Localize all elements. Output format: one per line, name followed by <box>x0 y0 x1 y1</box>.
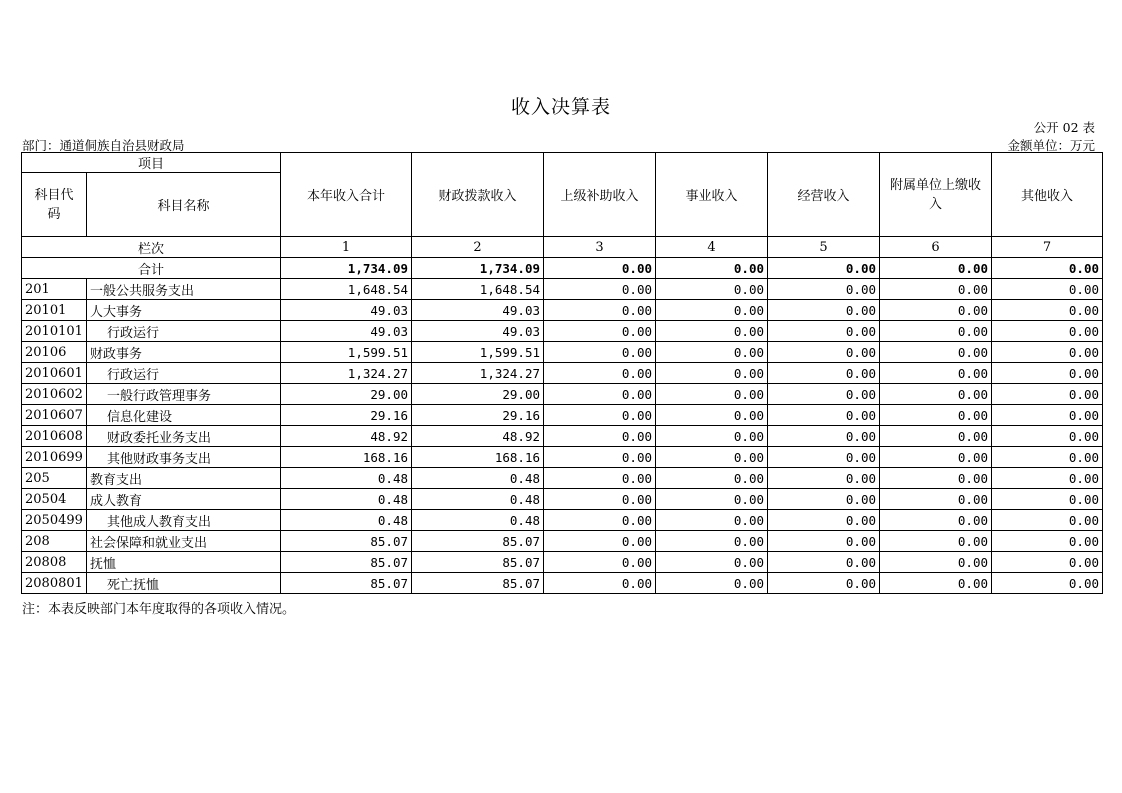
amount-cell: 0.00 <box>768 447 880 468</box>
header-name: 科目名称 <box>87 173 281 237</box>
amount-cell: 0.00 <box>880 510 992 531</box>
amount-cell: 1,599.51 <box>412 342 544 363</box>
amount-cell: 85.07 <box>412 531 544 552</box>
amount-cell: 0.00 <box>992 363 1103 384</box>
amount-cell: 0.00 <box>656 405 768 426</box>
footnote: 注：本表反映部门本年度取得的各项收入情况。 <box>22 602 296 617</box>
amount-cell: 0.00 <box>544 489 656 510</box>
form-number: 公开 02 表 <box>1033 120 1095 135</box>
amount-cell: 0.00 <box>656 300 768 321</box>
amount-cell: 0.48 <box>281 489 412 510</box>
subject-name: 一般行政管理事务 <box>87 384 281 405</box>
amount-cell: 0.00 <box>992 342 1103 363</box>
amount-cell: 0.00 <box>656 342 768 363</box>
amount-cell: 1,324.27 <box>412 363 544 384</box>
subject-name: 抚恤 <box>87 552 281 573</box>
subject-name: 行政运行 <box>87 321 281 342</box>
amount-cell: 0.00 <box>992 531 1103 552</box>
amount-cell: 0.00 <box>768 510 880 531</box>
total-value: 0.00 <box>992 258 1103 279</box>
amount-cell: 0.00 <box>880 405 992 426</box>
amount-cell: 0.00 <box>992 321 1103 342</box>
subject-code: 20106 <box>22 342 87 363</box>
amount-cell: 0.00 <box>880 321 992 342</box>
amount-cell: 0.00 <box>992 489 1103 510</box>
subject-code: 2010608 <box>22 426 87 447</box>
amount-cell: 48.92 <box>281 426 412 447</box>
department-label: 部门：通道侗族自治县财政局 <box>22 138 185 153</box>
amount-cell: 0.00 <box>656 573 768 594</box>
table-row <box>22 279 1103 300</box>
subject-code: 2010101 <box>22 321 87 342</box>
amount-cell: 0.00 <box>544 384 656 405</box>
amount-cell: 0.00 <box>880 279 992 300</box>
header-item: 项目 <box>22 153 281 173</box>
amount-cell: 0.00 <box>768 363 880 384</box>
subject-name: 死亡抚恤 <box>87 573 281 594</box>
amount-cell: 0.00 <box>880 447 992 468</box>
total-value: 0.00 <box>544 258 656 279</box>
amount-cell: 49.03 <box>412 321 544 342</box>
amount-cell: 0.48 <box>412 510 544 531</box>
amount-cell: 85.07 <box>281 573 412 594</box>
amount-cell: 0.48 <box>412 468 544 489</box>
amount-cell: 1,324.27 <box>281 363 412 384</box>
subject-name: 信息化建设 <box>87 405 281 426</box>
amount-cell: 0.00 <box>544 405 656 426</box>
amount-cell: 0.00 <box>768 279 880 300</box>
header-code: 科目代码 <box>22 173 87 237</box>
total-value: 0.00 <box>656 258 768 279</box>
amount-cell: 0.00 <box>880 426 992 447</box>
subject-name: 一般公共服务支出 <box>87 279 281 300</box>
table-row <box>22 300 1103 321</box>
amount-cell: 168.16 <box>281 447 412 468</box>
subject-code: 201 <box>22 279 87 300</box>
subject-name: 社会保障和就业支出 <box>87 531 281 552</box>
amount-cell: 0.00 <box>880 468 992 489</box>
amount-cell: 0.00 <box>768 552 880 573</box>
header-col-1: 本年收入合计 <box>281 153 412 237</box>
amount-cell: 0.00 <box>992 300 1103 321</box>
table-row <box>22 510 1103 531</box>
amount-cell: 0.00 <box>544 279 656 300</box>
amount-cell: 0.00 <box>656 384 768 405</box>
amount-cell: 0.00 <box>544 426 656 447</box>
header-col-7: 其他收入 <box>992 153 1103 237</box>
amount-cell: 1,648.54 <box>281 279 412 300</box>
amount-cell: 0.00 <box>768 426 880 447</box>
table-row <box>22 426 1103 447</box>
amount-cell: 85.07 <box>412 552 544 573</box>
subject-name: 其他财政事务支出 <box>87 447 281 468</box>
table-row <box>22 384 1103 405</box>
amount-cell: 49.03 <box>412 300 544 321</box>
amount-cell: 0.00 <box>544 573 656 594</box>
table-row <box>22 573 1103 594</box>
total-value: 0.00 <box>880 258 992 279</box>
total-row <box>22 258 1103 279</box>
amount-cell: 0.00 <box>768 489 880 510</box>
amount-cell: 0.00 <box>656 510 768 531</box>
subject-code: 205 <box>22 468 87 489</box>
table-row <box>22 321 1103 342</box>
subject-code: 20808 <box>22 552 87 573</box>
header-col-6: 附属单位上缴收入 <box>880 153 992 237</box>
amount-cell: 0.00 <box>544 342 656 363</box>
subject-code: 2080801 <box>22 573 87 594</box>
subject-code: 208 <box>22 531 87 552</box>
amount-cell: 0.00 <box>656 552 768 573</box>
amount-cell: 0.48 <box>412 489 544 510</box>
amount-cell: 0.00 <box>880 552 992 573</box>
amount-cell: 0.00 <box>656 363 768 384</box>
amount-cell: 0.00 <box>544 510 656 531</box>
table-row <box>22 489 1103 510</box>
total-value: 0.00 <box>768 258 880 279</box>
amount-cell: 0.00 <box>880 573 992 594</box>
amount-cell: 49.03 <box>281 300 412 321</box>
subject-name: 其他成人教育支出 <box>87 510 281 531</box>
amount-cell: 0.00 <box>992 279 1103 300</box>
amount-cell: 0.00 <box>656 321 768 342</box>
amount-cell: 0.00 <box>768 468 880 489</box>
col-number: 7 <box>992 237 1103 258</box>
amount-cell: 0.00 <box>992 573 1103 594</box>
amount-cell: 0.00 <box>880 363 992 384</box>
amount-cell: 0.00 <box>544 321 656 342</box>
amount-cell: 0.00 <box>992 510 1103 531</box>
amount-cell: 85.07 <box>281 552 412 573</box>
amount-cell: 48.92 <box>412 426 544 447</box>
total-value: 1,734.09 <box>412 258 544 279</box>
amount-cell: 0.48 <box>281 468 412 489</box>
amount-cell: 29.16 <box>412 405 544 426</box>
total-value: 1,734.09 <box>281 258 412 279</box>
amount-cell: 0.00 <box>544 552 656 573</box>
amount-cell: 0.00 <box>544 531 656 552</box>
table-row <box>22 552 1103 573</box>
table-row <box>22 363 1103 384</box>
header-col-2: 财政拨款收入 <box>412 153 544 237</box>
col-number: 2 <box>412 237 544 258</box>
subject-code: 2010601 <box>22 363 87 384</box>
header-col-3: 上级补助收入 <box>544 153 656 237</box>
amount-cell: 0.00 <box>768 342 880 363</box>
header-row-label: 栏次 <box>22 237 281 258</box>
table-row <box>22 531 1103 552</box>
amount-cell: 85.07 <box>412 573 544 594</box>
amount-cell: 0.00 <box>544 300 656 321</box>
amount-cell: 29.00 <box>412 384 544 405</box>
col-number: 4 <box>656 237 768 258</box>
table-row <box>22 447 1103 468</box>
amount-cell: 0.00 <box>768 384 880 405</box>
amount-cell: 0.00 <box>992 384 1103 405</box>
amount-cell: 0.00 <box>656 447 768 468</box>
amount-cell: 29.00 <box>281 384 412 405</box>
col-number: 5 <box>768 237 880 258</box>
amount-cell: 0.00 <box>768 300 880 321</box>
amount-cell: 0.00 <box>880 384 992 405</box>
amount-cell: 0.00 <box>544 468 656 489</box>
amount-cell: 0.00 <box>656 531 768 552</box>
amount-cell: 168.16 <box>412 447 544 468</box>
subject-code: 2050499 <box>22 510 87 531</box>
amount-cell: 29.16 <box>281 405 412 426</box>
subject-name: 财政委托业务支出 <box>87 426 281 447</box>
table-row <box>22 468 1103 489</box>
col-number: 1 <box>281 237 412 258</box>
amount-cell: 1,648.54 <box>412 279 544 300</box>
col-number: 6 <box>880 237 992 258</box>
revenue-table <box>21 152 1103 594</box>
header-col-4: 事业收入 <box>656 153 768 237</box>
amount-cell: 0.48 <box>281 510 412 531</box>
table-row <box>22 405 1103 426</box>
amount-cell: 0.00 <box>992 468 1103 489</box>
amount-cell: 0.00 <box>880 300 992 321</box>
amount-cell: 0.00 <box>880 342 992 363</box>
subject-name: 人大事务 <box>87 300 281 321</box>
subject-code: 20101 <box>22 300 87 321</box>
table-row <box>22 342 1103 363</box>
amount-cell: 0.00 <box>656 489 768 510</box>
amount-cell: 0.00 <box>880 489 992 510</box>
amount-cell: 0.00 <box>544 447 656 468</box>
amount-cell: 85.07 <box>281 531 412 552</box>
amount-cell: 0.00 <box>992 405 1103 426</box>
total-label: 合计 <box>22 258 281 279</box>
amount-cell: 1,599.51 <box>281 342 412 363</box>
amount-cell: 0.00 <box>656 279 768 300</box>
subject-code: 2010607 <box>22 405 87 426</box>
amount-cell: 0.00 <box>656 468 768 489</box>
amount-cell: 0.00 <box>656 426 768 447</box>
amount-cell: 0.00 <box>880 531 992 552</box>
amount-cell: 0.00 <box>768 531 880 552</box>
col-number: 3 <box>544 237 656 258</box>
amount-cell: 0.00 <box>992 426 1103 447</box>
amount-cell: 0.00 <box>992 447 1103 468</box>
amount-cell: 0.00 <box>768 573 880 594</box>
subject-name: 教育支出 <box>87 468 281 489</box>
subject-name: 财政事务 <box>87 342 281 363</box>
subject-code: 2010699 <box>22 447 87 468</box>
subject-name: 成人教育 <box>87 489 281 510</box>
amount-unit-label: 金额单位：万元 <box>1007 138 1095 153</box>
header-col-5: 经营收入 <box>768 153 880 237</box>
amount-cell: 49.03 <box>281 321 412 342</box>
amount-cell: 0.00 <box>544 363 656 384</box>
amount-cell: 0.00 <box>768 405 880 426</box>
amount-cell: 0.00 <box>768 321 880 342</box>
subject-code: 2010602 <box>22 384 87 405</box>
amount-cell: 0.00 <box>992 552 1103 573</box>
subject-code: 20504 <box>22 489 87 510</box>
page-title: 收入决算表 <box>510 96 611 118</box>
subject-name: 行政运行 <box>87 363 281 384</box>
